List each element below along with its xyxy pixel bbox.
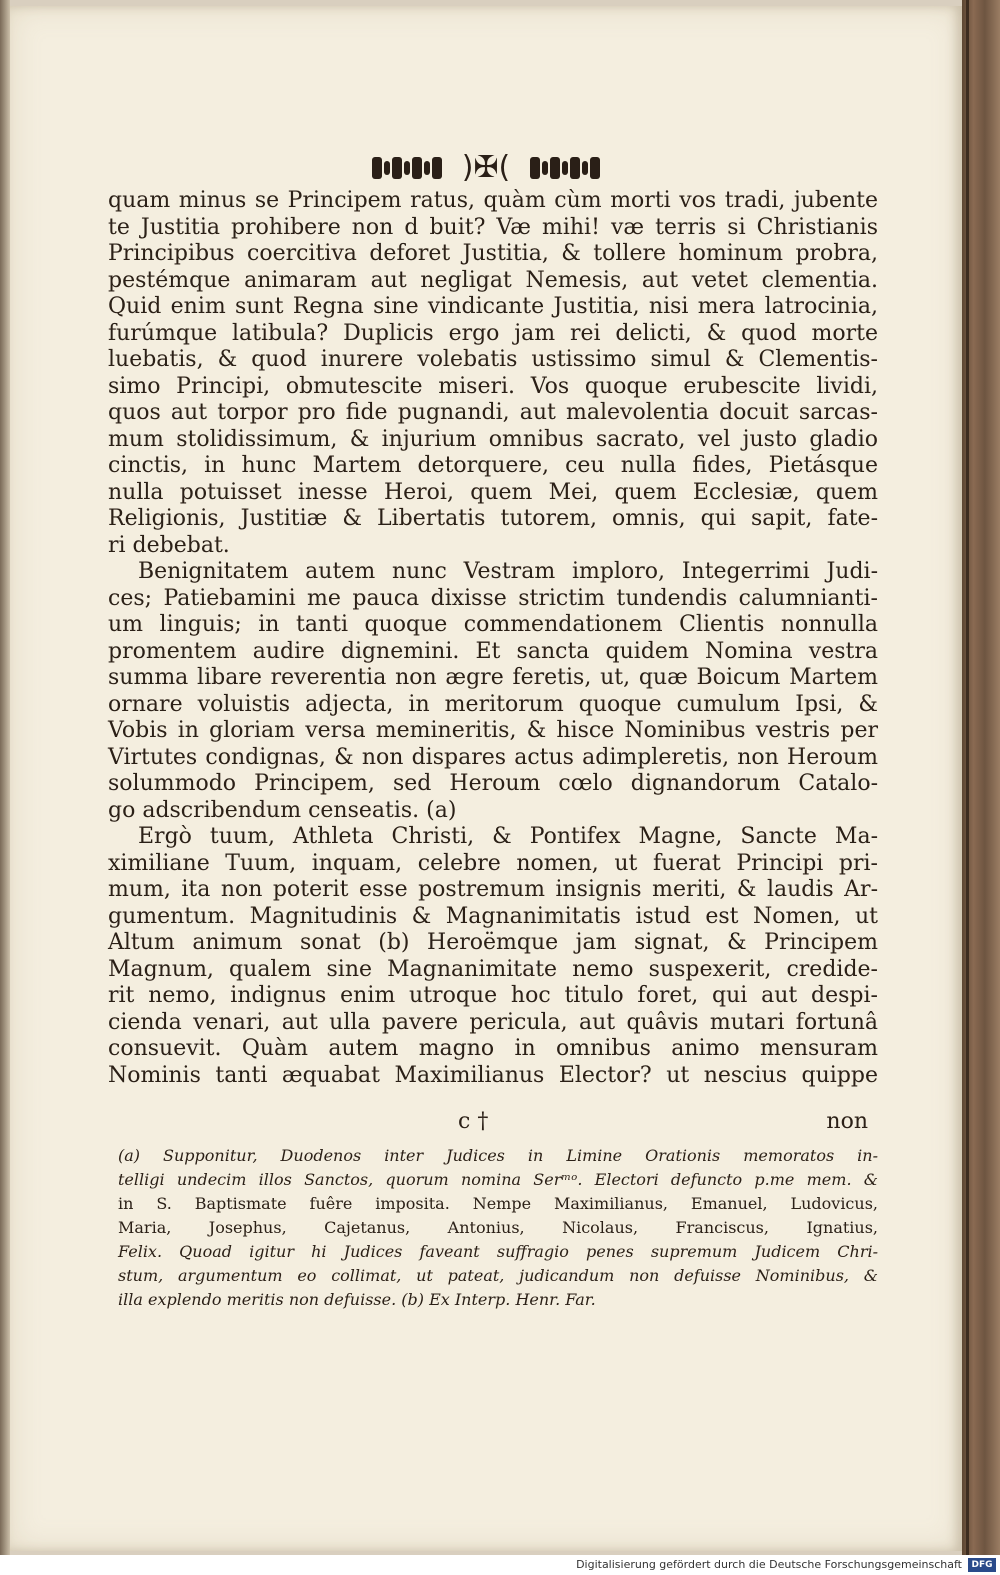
footnote-line: illa explendo meritis non defuisse. (b) Ex Interp. Henr. Far.	[118, 1290, 596, 1309]
body-line: quam minus se Principem ratus, quàm cùm morti vos tradi, jubente	[108, 188, 878, 213]
footer-credit: Digitalisierung gefördert durch die Deutsche Forschungsgemeinschaft	[576, 1558, 962, 1571]
signature-line	[108, 1109, 878, 1137]
body-line: Ergò tuum, Athleta Christi, & Pontifex Magne, Sancte Ma-	[138, 824, 878, 849]
book-spine	[962, 0, 1000, 1555]
body-line: go adscribendum censeatis. (a)	[108, 797, 457, 823]
body-line: simo Principi, obmutescite miseri. Vos quoque erubescite lividi,	[108, 373, 878, 399]
footnote-line: in S. Baptismate fuêre imposita. Nempe Maximilianus, Emanuel, Ludovicus,	[118, 1194, 878, 1213]
body-line: mum stolidissimum, & injurium omnibus sacrato, vel justo gladio	[108, 426, 878, 452]
body-line: mum, ita non poterit esse postremum insignis meriti, & laudis Ar-	[108, 877, 878, 902]
body-line: ornare voluistis adjecta, in meritorum quoque cumulum Ipsi, &	[108, 691, 878, 717]
footnotes	[118, 1144, 878, 1312]
ornament-cross-icon: )✠(	[461, 150, 511, 185]
body-line: Nominis tanti æquabat Maximilianus Elector? ut nescius quippe	[108, 1062, 878, 1088]
body-line: quos aut torpor pro fide pugnandi, aut malevolentia docuit sarcas-	[108, 400, 878, 425]
body-line: Quid enim sunt Regna sine vindicante Justitia, nisi mera latrocinia,	[108, 294, 878, 319]
body-line: rit nemo, indignus enim utroque hoc titulo foret, qui aut despi-	[108, 983, 878, 1008]
footnote-line: stum, argumentum eo collimat, ut pateat, judicandum non defuisse Nominibus, &	[118, 1266, 878, 1285]
footnote-line: telligi undecim illos Sanctos, quorum nomina Serᵐᵒ. Electori defuncto p.me mem. &	[118, 1170, 878, 1189]
page-left-edge	[0, 0, 10, 1555]
footer-bar	[0, 1555, 1000, 1575]
body-line: um linguis; in tanti quoque commendationem Clientis nonnulla	[108, 612, 878, 637]
footnote-line: (a) Supponitur, Duodenos inter Judices in Limine Orationis memoratos in-	[118, 1146, 878, 1165]
body-line: luebatis, & quod inurere volebatis ustissimo simul & Clementis-	[108, 347, 878, 372]
body-line: solummodo Principem, sed Heroum cœlo dignandorum Catalo-	[108, 771, 878, 796]
signature-mark: c †	[458, 1109, 489, 1134]
body-line: cinctis, in hunc Martem detorquere, ceu nulla fides, Pietásque	[108, 453, 878, 478]
footnote-line: Felix. Quoad igitur hi Judices faveant suffragio penes supremum Judicem Chri-	[118, 1242, 878, 1261]
ornament-band-left	[372, 157, 442, 179]
body-line: Benignitatem autem nunc Vestram imploro, Integerrimi Judi-	[138, 559, 878, 584]
body-line: Magnum, qualem sine Magnanimitate nemo suspexerit, credide-	[108, 956, 878, 982]
body-line: ces; Patiebamini me pauca dixisse strictim tundendis calumnianti-	[108, 585, 878, 611]
ornament-band-right	[530, 157, 600, 179]
footnote-line: Maria, Josephus, Cajetanus, Antonius, Nicolaus, Franciscus, Ignatius,	[118, 1218, 878, 1237]
body-line: ri debebat.	[108, 532, 230, 558]
body-line: Virtutes condignas, & non dispares actus adimpleretis, non Heroum	[108, 744, 878, 770]
body-line: te Justitia prohibere non d buit? Væ mihi! væ terris si Christianis	[108, 214, 878, 240]
body-line: consuevit. Quàm autem magno in omnibus animo mensuram	[108, 1036, 878, 1061]
body-line: Principibus coercitiva deforet Justitia, & tollere hominum probra,	[108, 241, 878, 266]
body-line: nulla potuisset inesse Heroi, quem Mei, quem Ecclesiæ, quem	[108, 479, 878, 505]
body-line: Vobis in gloriam versa memineritis, & hisce Nominibus vestris per	[108, 718, 878, 743]
body-line: Religionis, Justitiæ & Libertatis tutorem, omnis, qui sapit, fate-	[108, 506, 878, 531]
catchword: non	[826, 1109, 868, 1134]
header-ornament	[10, 150, 962, 185]
body-line: summa libare reverentia non ægre feretis, ut, quæ Boicum Martem	[108, 665, 878, 690]
body-line: ximiliane Tuum, inquam, celebre nomen, ut fuerat Principi pri-	[108, 850, 878, 876]
dfg-logo: DFG	[968, 1558, 996, 1572]
body-line: furúmque latibula? Duplicis ergo jam rei delicti, & quod morte	[108, 320, 878, 346]
body-line: pestémque animaram aut negligat Nemesis, aut vetet clementia.	[108, 267, 878, 293]
body-text	[108, 188, 878, 1089]
body-line: gumentum. Magnitudinis & Magnanimitatis istud est Nomen, ut	[108, 903, 878, 929]
body-line: Altum animum sonat (b) Heroëmque jam signat, & Principem	[108, 930, 878, 955]
body-line: promentem audire dignemini. Et sancta quidem Nomina vestra	[108, 638, 878, 664]
body-line: cienda venari, aut ulla pavere pericula, aut quâvis mutari fortunâ	[108, 1009, 878, 1035]
